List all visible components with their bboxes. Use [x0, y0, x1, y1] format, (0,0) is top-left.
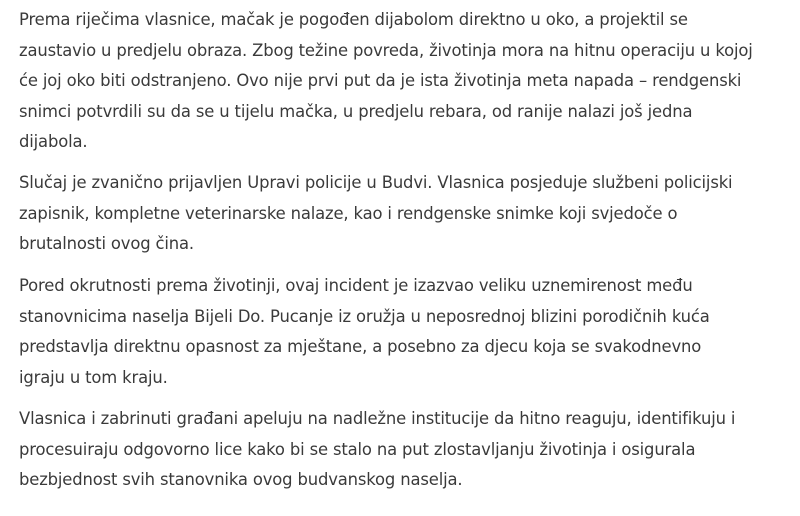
paragraph-line: zaustavio u predjelu obraza. Zbog težine povreda, životinja mora na hitnu operaciju u kojoj — [19, 40, 753, 60]
paragraph-line: stanovnicima naselja Bijeli Do. Pucanje iz oružja u neposrednoj blizini porodičnih kuća — [19, 306, 710, 326]
paragraph-line: Slučaj je zvanično prijavljen Upravi policije u Budvi. Vlasnica posjeduje službeni policijski — [19, 173, 733, 192]
paragraph-line: dijabola. — [19, 132, 88, 151]
paragraph-line: bezbjednost svih stanovnika ovog budvanskog naselja. — [19, 470, 463, 489]
article-paragraph-2 — [19, 168, 789, 260]
paragraph-line: brutalnosti ovog čina. — [19, 234, 194, 253]
paragraph-line: će joj oko biti odstranjeno. Ovo nije prvi put da je ista životinja meta napada – rendgenski — [19, 71, 742, 90]
paragraph-line: igraju u tom kraju. — [19, 367, 168, 387]
article-paragraph-1 — [19, 5, 789, 158]
paragraph-line: zapisnik, kompletne veterinarske nalaze, kao i rendgenske snimke koji svjedoče o — [19, 203, 678, 223]
paragraph-line: Pored okrutnosti prema životinji, ovaj incident je izazvao veliku uznemirenost među — [19, 276, 693, 295]
article-paragraph-3 — [19, 271, 789, 393]
paragraph-line: Vlasnica i zabrinuti građani apeluju na nadležne institucije da hitno reaguju, identifikuju i — [19, 409, 736, 428]
paragraph-line: predstavlja direktnu opasnost za mještane, a posebno za djecu koja se svakodnevno — [19, 337, 702, 356]
article-paragraph-4 — [19, 404, 789, 496]
paragraph-line: snimci potvrdili su da se u tijelu mačka, u predjelu rebara, od ranije nalazi još jedna — [19, 101, 693, 121]
paragraph-line: Prema riječima vlasnice, mačak je pogođen dijabolom direktno u oko, a projektil se — [19, 10, 688, 29]
paragraph-line: procesuiraju odgovorno lice kako bi se stalo na put zlostavljanju životinja i osigurala — [19, 439, 696, 459]
